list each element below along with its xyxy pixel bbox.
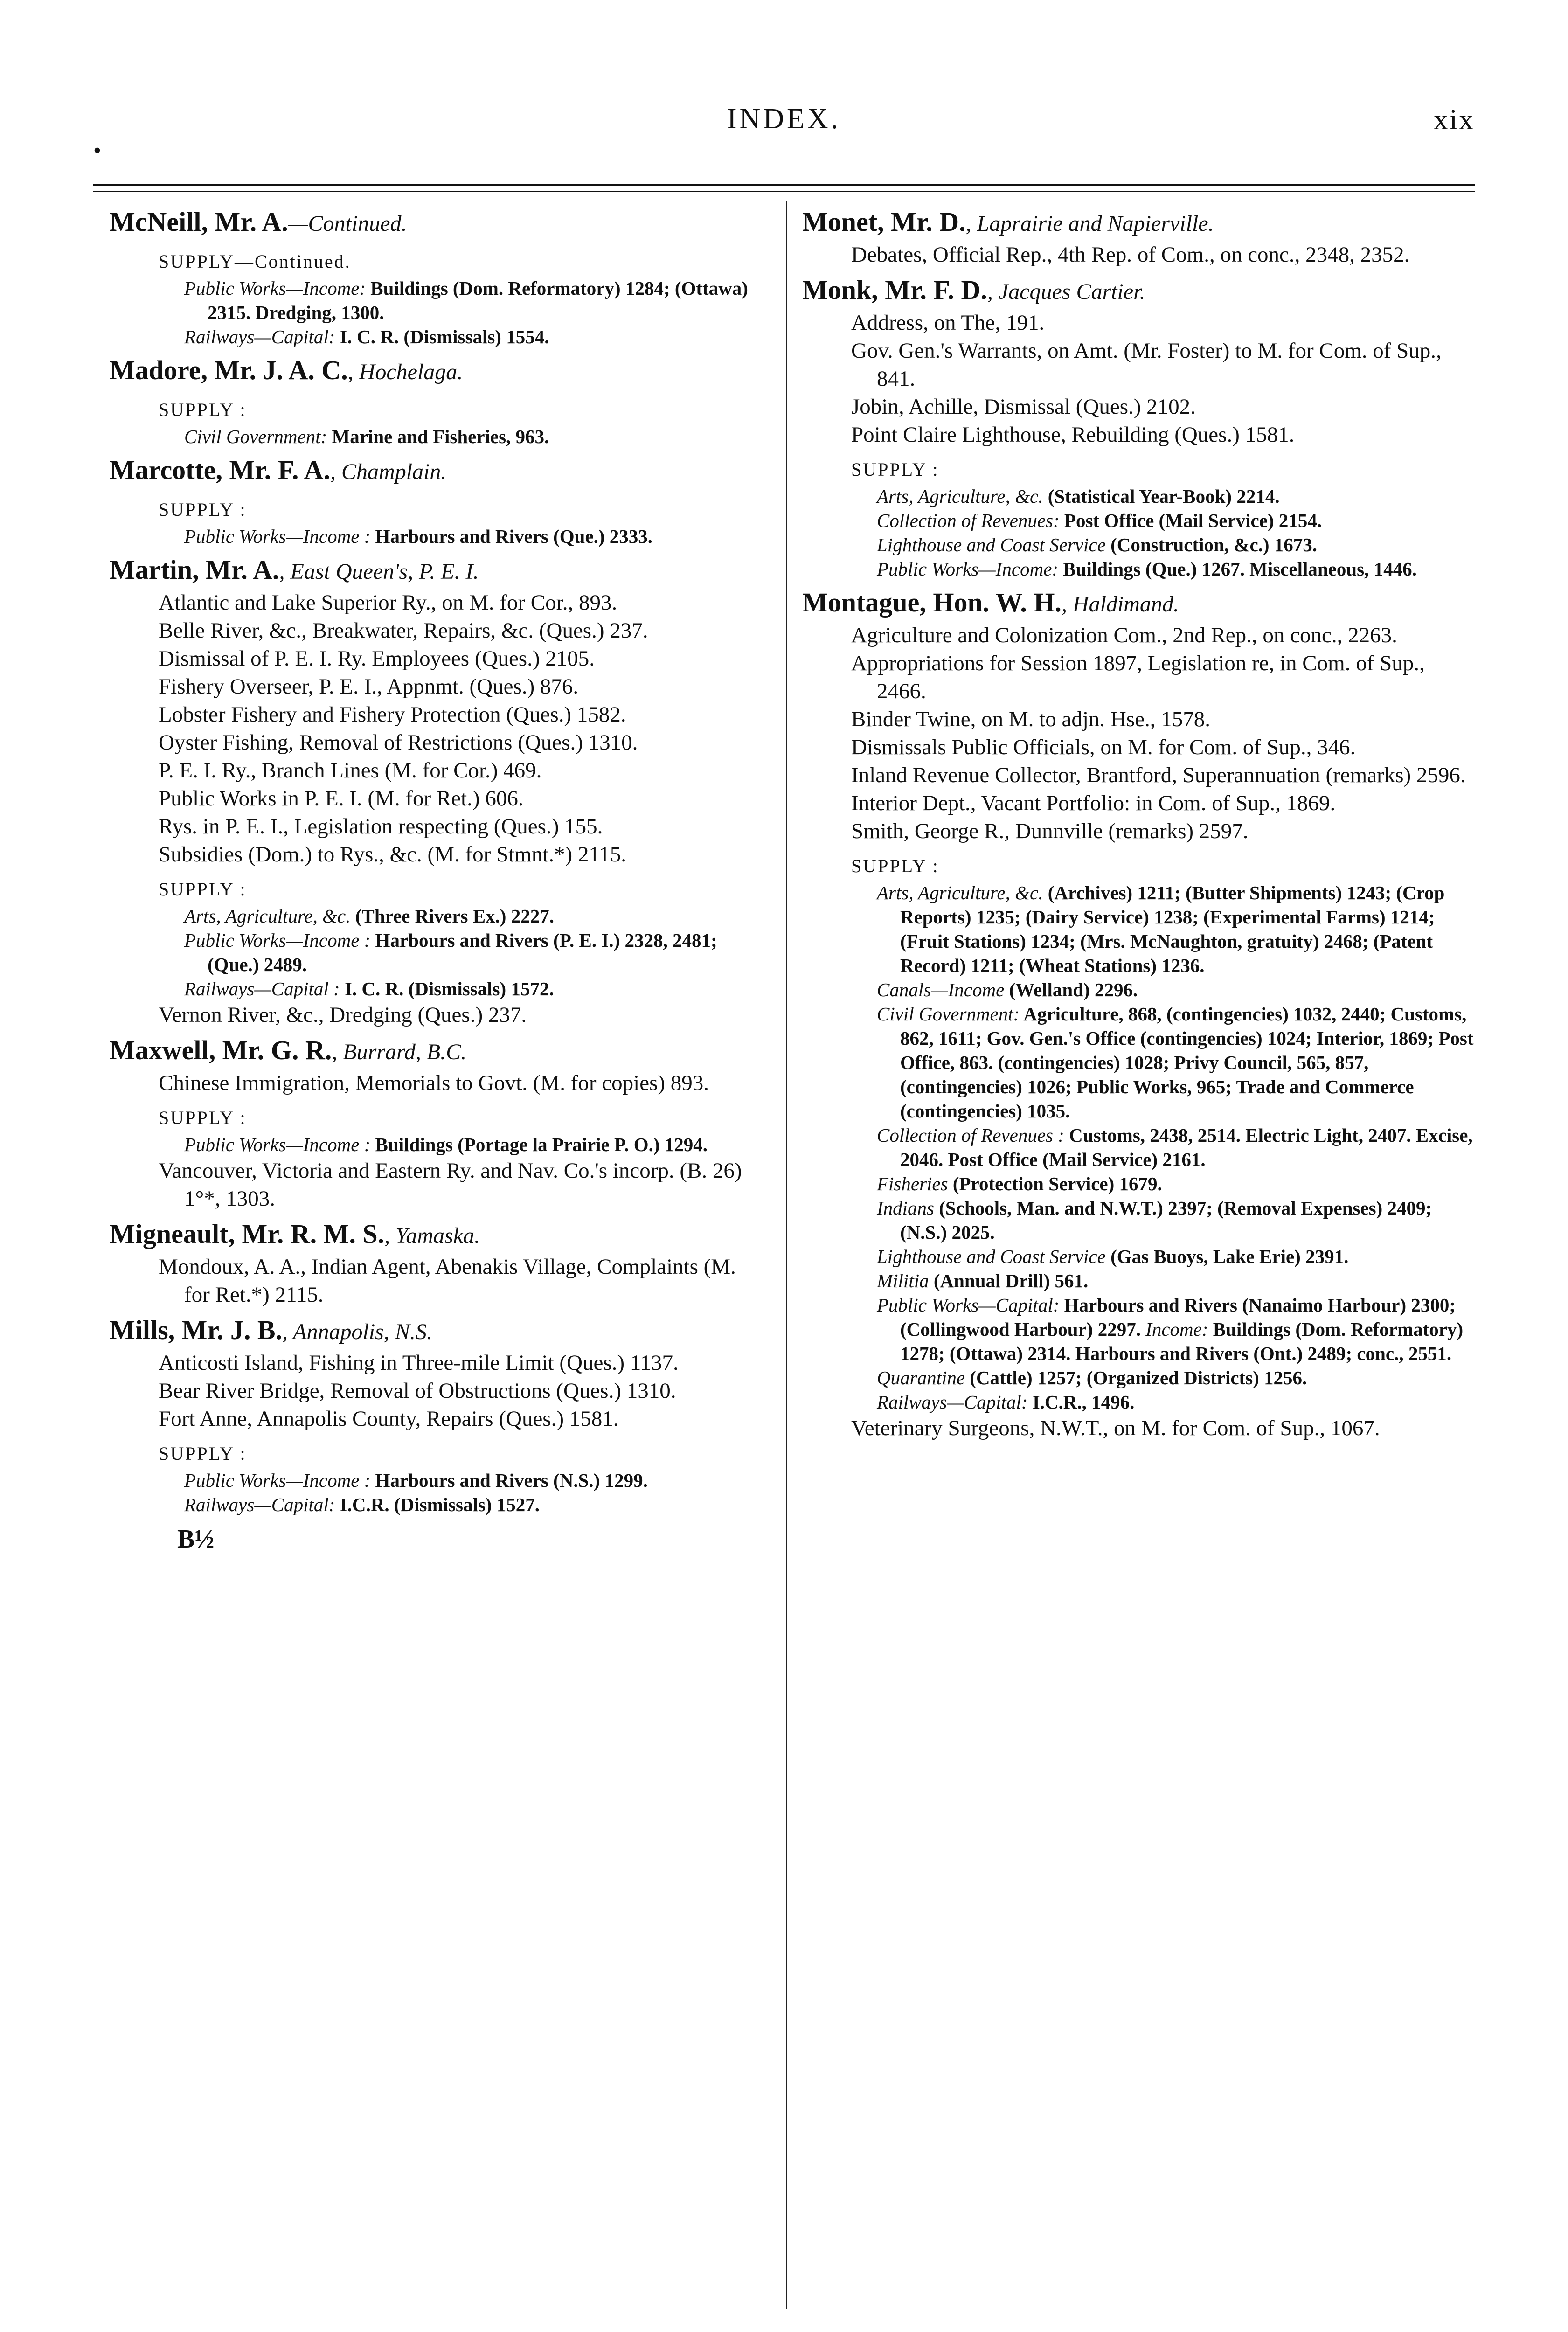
supply-subentry: Public Works—Income : Harbours and Rivers (Que.) 2333. — [184, 526, 653, 547]
index-entry — [110, 1034, 763, 1213]
list-item: Fishery Overseer, P. E. I., Appnmt. (Ques.) 876. — [159, 674, 579, 699]
entry-heading — [110, 354, 763, 389]
supply-subentry: Railways—Capital: I.C.R. (Dismissals) 1527. — [184, 1494, 540, 1515]
member-name: Migneault, Mr. R. M. S. — [110, 1219, 385, 1249]
list-item: Chinese Immigration, Memorials to Govt. (M. for copies) 893. — [159, 1071, 709, 1095]
list-item: Agriculture and Colonization Com., 2nd Rep., on conc., 2263. — [851, 623, 1397, 647]
member-name: McNeill, Mr. A. — [110, 207, 288, 237]
supply-subentry: Militia (Annual Drill) 561. — [877, 1270, 1089, 1291]
list-item: Rys. in P. E. I., Legislation respecting (Ques.) 155. — [159, 814, 603, 839]
entry-heading — [110, 453, 763, 489]
member-name: Mills, Mr. J. B. — [110, 1315, 283, 1345]
list-item: Public Works in P. E. I. (M. for Ret.) 606. — [159, 786, 524, 811]
index-entry — [802, 273, 1476, 581]
supply-label: SUPPLY : — [851, 855, 939, 876]
list-item: Jobin, Achille, Dismissal (Ques.) 2102. — [851, 395, 1196, 419]
list-item: Vernon River, &c., Dredging (Ques.) 237. — [159, 1003, 527, 1027]
list-item: Smith, George R., Dunnville (remarks) 2597. — [851, 819, 1249, 843]
list-item: Lobster Fishery and Fishery Protection (Ques.) 1582. — [159, 702, 626, 727]
list-item: Gov. Gen.'s Warrants, on Amt. (Mr. Foster) to M. for Com. of Sup., 841. — [851, 339, 1442, 391]
list-item: Fort Anne, Annapolis County, Repairs (Ques.) 1581. — [159, 1407, 619, 1431]
entry-heading — [802, 586, 1476, 621]
entry-heading — [110, 1034, 763, 1069]
header-rule-thin — [93, 191, 1475, 192]
left-column — [110, 201, 763, 1554]
entry-heading — [110, 553, 763, 589]
list-item: Mondoux, A. A., Indian Agent, Abenakis Village, Complaints (M. for Ret.*) 2115. — [159, 1255, 736, 1307]
list-item: Anticosti Island, Fishing in Three-mile Limit (Ques.) 1137. — [159, 1351, 679, 1375]
page-number: xix — [1433, 104, 1475, 136]
supply-subentry: Lighthouse and Coast Service (Construction, &c.) 1673. — [877, 534, 1318, 555]
entry-heading — [802, 205, 1476, 241]
supply-label: SUPPLY : — [159, 1107, 247, 1128]
list-item: Appropriations for Session 1897, Legislation re, in Com. of Sup., 2466. — [851, 651, 1425, 703]
constituency: , Annapolis, N.S. — [282, 1319, 432, 1344]
supply-label: SUPPLY : — [159, 879, 247, 900]
supply-label: SUPPLY : — [851, 459, 939, 480]
supply-label: SUPPLY : — [159, 1443, 247, 1464]
supply-label: SUPPLY—Continued. — [159, 251, 351, 272]
member-name: Maxwell, Mr. G. R. — [110, 1035, 332, 1065]
supply-subentry: Railways—Capital: I. C. R. (Dismissals) 1554. — [184, 326, 549, 347]
index-entry — [110, 1217, 763, 1309]
supply-subentry: Public Works—Income : Harbours and Rivers (P. E. I.) 2328, 2481; (Que.) 2489. — [184, 930, 717, 975]
member-name: Madore, Mr. J. A. C. — [110, 355, 348, 385]
member-name: Montague, Hon. W. H. — [802, 587, 1062, 618]
list-item: Dismissal of P. E. I. Ry. Employees (Ques.) 2105. — [159, 646, 595, 671]
list-item: Inland Revenue Collector, Brantford, Superannuation (remarks) 2596. — [851, 763, 1466, 787]
list-item: Interior Dept., Vacant Portfolio: in Com. of Sup., 1869. — [851, 791, 1336, 815]
index-entry — [110, 1313, 763, 1517]
index-entry — [110, 354, 763, 449]
list-item: Atlantic and Lake Superior Ry., on M. for Cor., 893. — [159, 590, 617, 615]
constituency: , Burrard, B.C. — [332, 1040, 467, 1064]
index-entry — [110, 553, 763, 1029]
supply-subentry: Lighthouse and Coast Service (Gas Buoys, Lake Erie) 2391. — [877, 1246, 1349, 1267]
supply-subentry: Public Works—Capital: Harbours and Rivers (Nanaimo Harbour) 2300; (Collingwood Harbour) 2297. Income: Buildings (Dom. Reformatory) 1278; (Ottawa) 2314. Harbours and Rivers (Ont.) 2489; conc., 2551. — [877, 1294, 1464, 1364]
constituency: , Jacques Cartier. — [987, 279, 1145, 304]
supply-subentry: Arts, Agriculture, &c. (Statistical Year-Book) 2214. — [877, 486, 1280, 507]
member-name: Martin, Mr. A. — [110, 555, 279, 585]
supply-subentry: Railways—Capital: I.C.R., 1496. — [877, 1391, 1135, 1413]
entry-heading — [110, 1313, 763, 1349]
supply-subentry: Collection of Revenues: Post Office (Mail Service) 2154. — [877, 510, 1322, 531]
entry-heading — [110, 205, 763, 241]
column-divider — [786, 201, 787, 2309]
index-entry — [110, 453, 763, 548]
supply-subentry: Civil Government: Marine and Fisheries, 963. — [184, 426, 549, 447]
list-item: Belle River, &c., Breakwater, Repairs, &c. (Ques.) 237. — [159, 618, 648, 643]
list-item: Dismissals Public Officials, on M. for Com. of Sup., 346. — [851, 735, 1356, 759]
entry-heading — [802, 273, 1476, 309]
supply-subentry: Collection of Revenues : Customs, 2438, 2514. Electric Light, 2407. Excise, 2046. Post Office (Mail Service) 2161. — [877, 1124, 1473, 1170]
constituency: , East Queen's, P. E. I. — [279, 559, 479, 584]
supply-subentry: Arts, Agriculture, &c. (Archives) 1211; (Butter Shipments) 1243; (Crop Reports) 1235; (Dairy Service) 1238; (Experimental Farms) 1214; (Fruit Stations) 1234; (Mrs. McNaughton, gratuity) 2468; (Patent Record) 1211; (Wheat Stations) 1236. — [877, 882, 1445, 976]
supply-subentry: Fisheries (Protection Service) 1679. — [877, 1173, 1162, 1194]
member-name: Monk, Mr. F. D. — [802, 275, 987, 305]
list-item: Debates, Official Rep., 4th Rep. of Com., on conc., 2348, 2352. — [851, 243, 1410, 267]
supply-subentry: Quarantine (Cattle) 1257; (Organized Districts) 1256. — [877, 1367, 1307, 1388]
header-rule — [93, 184, 1475, 186]
list-item: Bear River Bridge, Removal of Obstructions (Ques.) 1310. — [159, 1379, 676, 1403]
list-item: Veterinary Surgeons, N.W.T., on M. for Com. of Sup., 1067. — [851, 1416, 1380, 1440]
member-name: Marcotte, Mr. F. A. — [110, 455, 331, 485]
constituency: , Haldimand. — [1061, 592, 1179, 617]
list-item: Point Claire Lighthouse, Rebuilding (Ques.) 1581. — [851, 423, 1295, 447]
index-entry — [110, 205, 763, 349]
constituency: , Hochelaga. — [347, 360, 463, 384]
list-item: Vancouver, Victoria and Eastern Ry. and Nav. Co.'s incorp. (B. 26) 1°*, 1303. — [159, 1159, 742, 1211]
signature-mark: B½ — [177, 1525, 215, 1554]
index-entry — [802, 205, 1476, 269]
supply-subentry: Arts, Agriculture, &c. (Three Rivers Ex.) 2227. — [184, 905, 554, 927]
page-title: INDEX. — [727, 103, 841, 135]
supply-subentry: Canals—Income (Welland) 2296. — [877, 979, 1138, 1000]
constituency: , Yamaska. — [384, 1223, 480, 1248]
supply-label: SUPPLY : — [159, 399, 247, 420]
supply-subentry: Public Works—Income: Buildings (Que.) 1267. Miscellaneous, 1446. — [877, 558, 1417, 580]
right-column — [802, 201, 1476, 1442]
list-item: Address, on The, 191. — [851, 311, 1045, 335]
supply-subentry: Public Works—Income : Buildings (Portage la Prairie P. O.) 1294. — [184, 1134, 708, 1155]
list-item: Oyster Fishing, Removal of Restrictions (Ques.) 1310. — [159, 730, 638, 755]
supply-subentry: Civil Government: Agriculture, 868, (contingencies) 1032, 2440; Customs, 862, 1611; Gov. Gen.'s Office (contingencies) 1024; Interior, 1869; Post Office, 863. (contingencies) 1028; Privy Council, 565, 857, (contingencies) 1026; Public Works, 965; Trade and Commerce (contingencies) 1035. — [877, 1003, 1474, 1122]
constituency: , Laprairie and Napierville. — [965, 211, 1214, 236]
supply-subentry: Public Works—Income: Buildings (Dom. Reformatory) 1284; (Ottawa) 2315. Dredging, 1300. — [184, 278, 748, 323]
bullet-mark: • — [93, 138, 101, 163]
supply-label: SUPPLY : — [159, 499, 247, 520]
supply-subentry: Public Works—Income : Harbours and Rivers (N.S.) 1299. — [184, 1470, 648, 1491]
list-item: Subsidies (Dom.) to Rys., &c. (M. for Stmnt.*) 2115. — [159, 842, 626, 867]
list-item: P. E. I. Ry., Branch Lines (M. for Cor.) 469. — [159, 758, 542, 783]
supply-subentry: Indians (Schools, Man. and N.W.T.) 2397; (Removal Expenses) 2409; (N.S.) 2025. — [877, 1197, 1432, 1243]
supply-subentry: Railways—Capital : I. C. R. (Dismissals) 1572. — [184, 978, 554, 999]
constituency: , Champlain. — [330, 459, 447, 484]
member-name: Monet, Mr. D. — [802, 207, 966, 237]
index-entry — [802, 586, 1476, 1442]
entry-heading — [110, 1217, 763, 1253]
list-item: Binder Twine, on M. to adjn. Hse., 1578. — [851, 707, 1210, 731]
continued-note: —Continued. — [288, 211, 407, 236]
